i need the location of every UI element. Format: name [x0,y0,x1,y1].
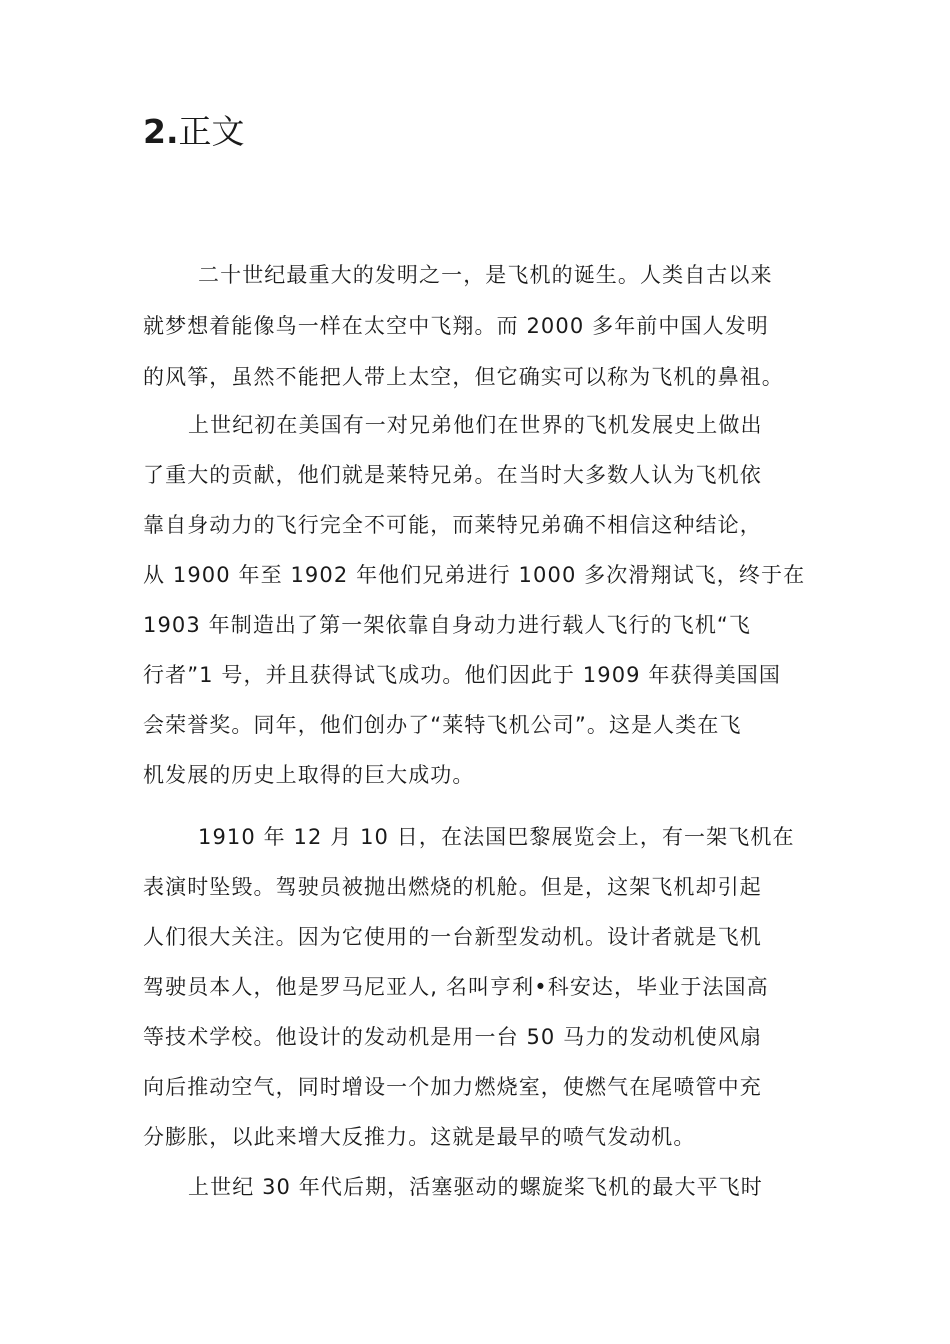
section-heading [143,108,245,156]
section-title: 正文 [178,112,245,151]
text-line: 人们很大关注。因为它使用的一台新型发动机。设计者就是飞机 [143,925,762,949]
text-line: 1903 年制造出了第一架依靠自身动力进行载人飞行的飞机“飞 [143,613,751,637]
text-line: 向后推动空气，同时增设一个加力燃烧室，使燃气在尾喷管中充 [143,1075,762,1099]
text-line: 1910 年 12 月 10 日，在法国巴黎展览会上，有一架飞机在 [198,825,795,849]
text-line: 就梦想着能像鸟一样在太空中飞翔。而 2000 多年前中国人发明 [143,314,769,338]
text-line: 二十世纪最重大的发明之一，是飞机的诞生。人类自古以来 [198,263,773,287]
text-line: 表演时坠毁。驾驶员被抛出燃烧的机舱。但是，这架飞机却引起 [143,875,762,899]
text-line: 靠自身动力的飞行完全不可能，而莱特兄弟确不相信这种结论， [143,513,762,537]
text-line: 上世纪初在美国有一对兄弟他们在世界的飞机发展史上做出 [188,413,763,437]
text-line: 了重大的贡献，他们就是莱特兄弟。在当时大多数人认为飞机依 [143,463,762,487]
text-line: 行者”1 号，并且获得试飞成功。他们因此于 1909 年获得美国国 [143,663,782,687]
section-number: 2. [143,112,179,151]
text-line: 机发展的历史上取得的巨大成功。 [143,763,475,787]
text-line: 上世纪 30 年代后期，活塞驱动的螺旋桨飞机的最大平飞时 [188,1175,763,1199]
text-line: 从 1900 年至 1902 年他们兄弟进行 1000 多次滑翔试飞，终于在 [143,563,806,587]
text-line: 驾驶员本人，他是罗马尼亚人, 名叫亨利•科安达，毕业于法国高 [143,975,769,999]
text-line: 分膨胀，以此来增大反推力。这就是最早的喷气发动机。 [143,1125,696,1149]
text-line: 会荣誉奖。同年，他们创办了“莱特飞机公司”。这是人类在飞 [143,713,742,737]
text-line: 等技术学校。他设计的发动机是用一台 50 马力的发动机使风扇 [143,1025,763,1049]
text-line: 的风筝，虽然不能把人带上太空，但它确实可以称为飞机的鼻祖。 [143,365,784,389]
